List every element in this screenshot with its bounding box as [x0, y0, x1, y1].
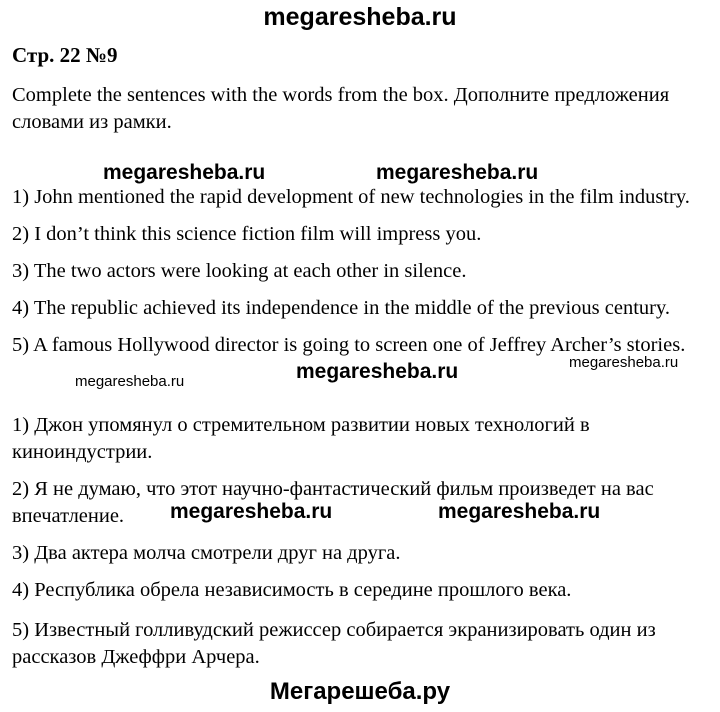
russian-sentence: 2) Я не думаю, что этот научно-фантастический фильм произведет на вас впечатление. — [12, 478, 654, 527]
watermark: megaresheba.ru — [75, 373, 185, 390]
russian-sentence: 3) Два актера молча смотрели друг на друга. — [12, 542, 401, 564]
watermark: megaresheba.ru — [103, 161, 266, 184]
russian-sentence: 4) Республика обрела независимость в середине прошлого века. — [12, 579, 572, 601]
watermark: megaresheba.ru — [569, 354, 679, 371]
english-sentence: 3) The two actors were looking at each other in silence. — [12, 260, 467, 282]
watermark: megaresheba.ru — [296, 360, 459, 383]
english-sentence: 2) I don’t think this science fiction film will impress you. — [12, 223, 482, 245]
page-reference: Стр. 22 №9 — [12, 43, 118, 67]
russian-sentence: 5) Известный голливудский режиссер собирается экранизировать один из рассказов Джеффри Арчера. — [12, 619, 656, 668]
russian-sentence: 1) Джон упомянул о стремительном развитии новых технологий в киноиндустрии. — [12, 414, 590, 463]
watermark: megaresheba.ru — [170, 500, 333, 523]
site-footer-watermark: Мегарешеба.ру — [269, 678, 451, 705]
task-instruction: Complete the sentences with the words from the box. Дополните предложения словами из рамки. — [12, 84, 670, 133]
english-sentence: 1) John mentioned the rapid development of new technologies in the film industry. — [12, 186, 690, 208]
site-header-watermark: megaresheba.ru — [263, 3, 457, 31]
english-sentence: 4) The republic achieved its independence in the middle of the previous century. — [12, 297, 671, 319]
english-sentence: 5) A famous Hollywood director is going to screen one of Jeffrey Archer’s stories. — [12, 334, 686, 356]
watermark: megaresheba.ru — [438, 500, 601, 523]
watermark: megaresheba.ru — [376, 161, 539, 184]
